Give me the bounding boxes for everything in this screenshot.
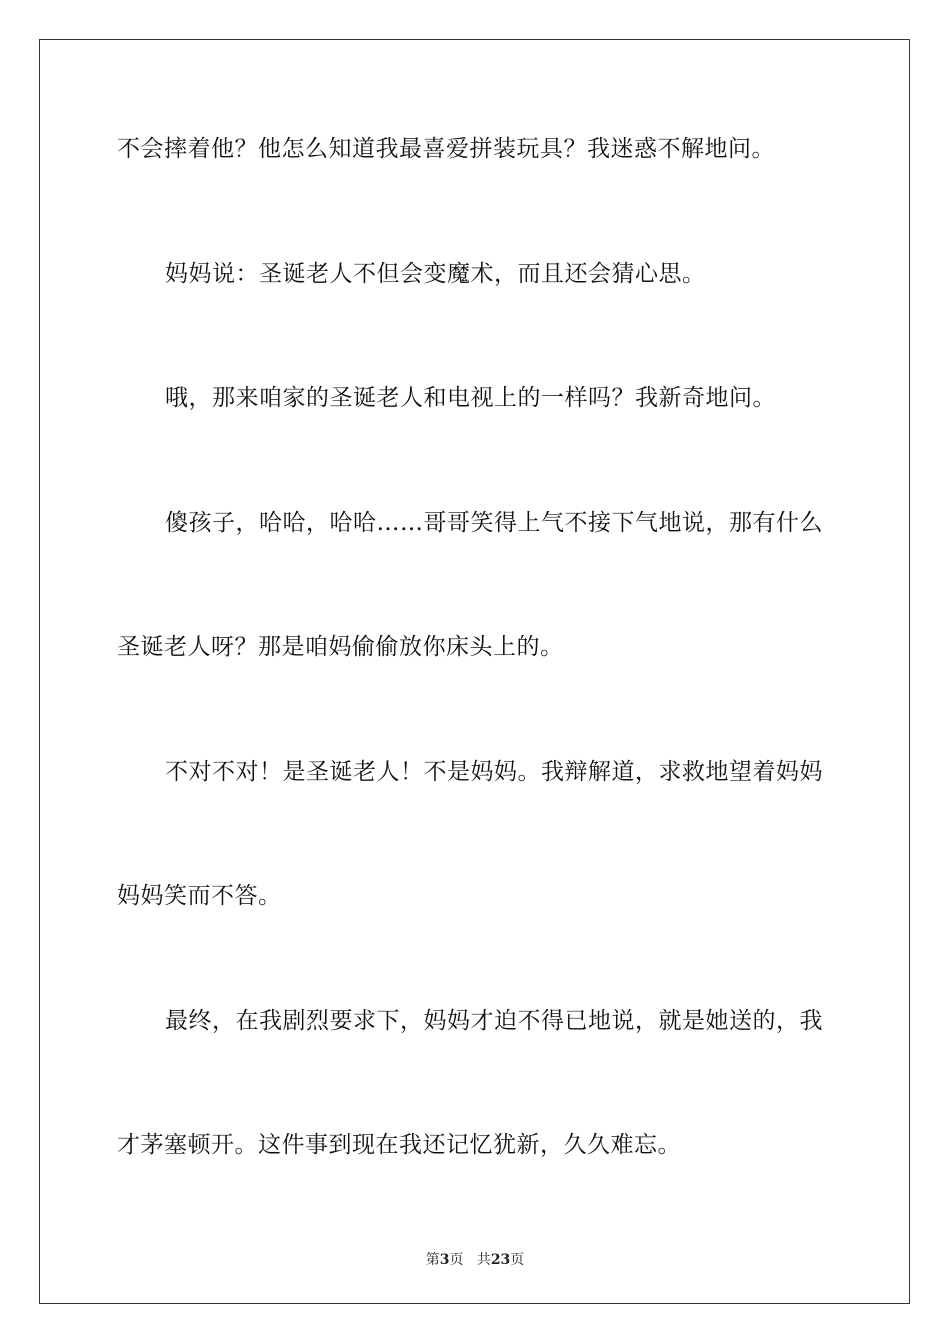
text-line-5: 圣诞老人呀？那是咱妈偷偷放你床头上的。 xyxy=(117,634,564,660)
page-prefix: 第 xyxy=(425,1252,440,1268)
page-number: 3 xyxy=(439,1252,450,1268)
text-line-4: 傻孩子，哈哈，哈哈……哥哥笑得上气不接下气地说，那有什么 xyxy=(165,510,823,536)
total-prefix: 共 xyxy=(476,1252,491,1268)
page-footer xyxy=(0,1249,950,1269)
text-line-6: 不对不对！是圣诞老人！不是妈妈。我辩解道，求救地望着妈妈 xyxy=(165,759,823,785)
text-line-9: 才茅塞顿开。这件事到现在我还记忆犹新，久久难忘。 xyxy=(117,1132,681,1158)
page-border xyxy=(39,39,910,1304)
text-line-1: 不会摔着他？他怎么知道我最喜爱拼装玩具？我迷惑不解地问。 xyxy=(117,136,775,162)
text-line-3: 哦，那来咱家的圣诞老人和电视上的一样吗？我新奇地问。 xyxy=(165,385,776,411)
page-suffix: 页 xyxy=(449,1252,464,1268)
text-line-7: 妈妈笑而不答。 xyxy=(117,883,282,909)
text-line-8: 最终，在我剧烈要求下，妈妈才迫不得已地说，就是她送的，我 xyxy=(165,1008,823,1034)
total-suffix: 页 xyxy=(510,1252,525,1268)
text-line-2: 妈妈说：圣诞老人不但会变魔术，而且还会猜心思。 xyxy=(165,261,706,287)
total-pages: 23 xyxy=(490,1252,511,1268)
